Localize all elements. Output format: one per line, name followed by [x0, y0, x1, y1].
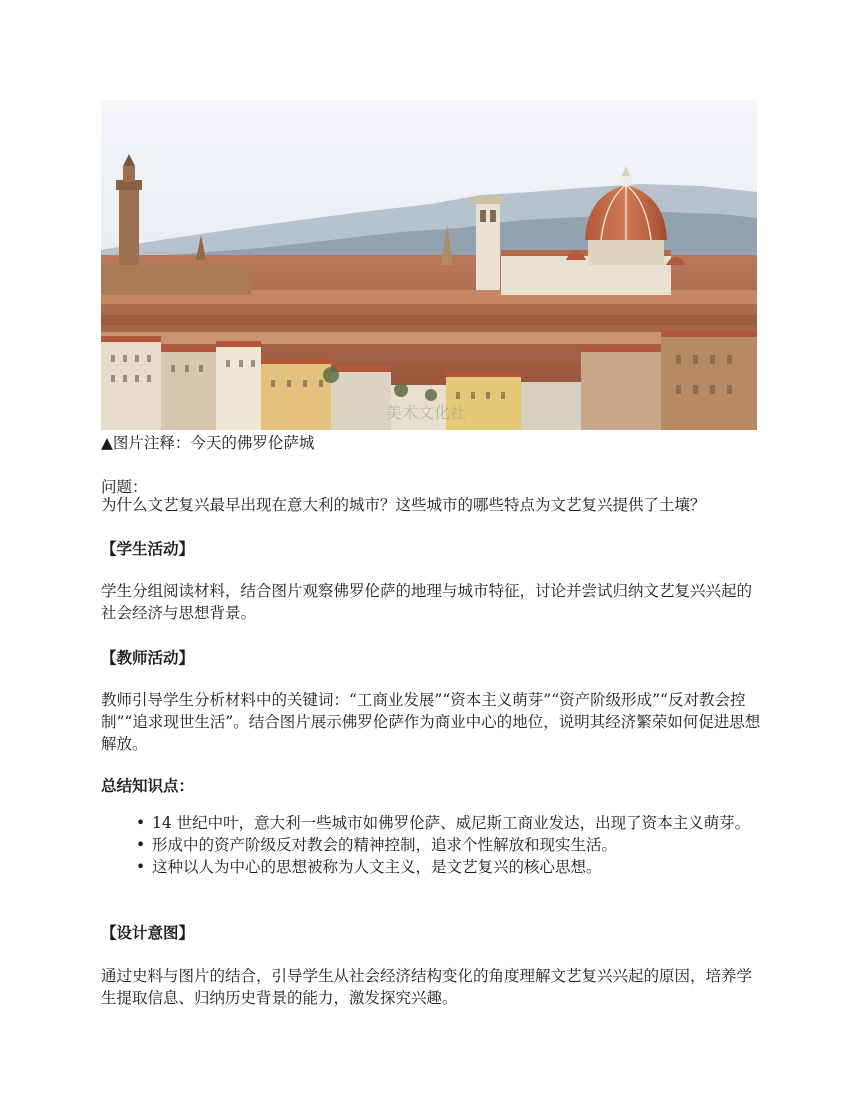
- bullet-marker: •: [136, 836, 146, 854]
- bullet-marker: •: [136, 814, 146, 832]
- list-item: [101, 834, 761, 856]
- bullet-marker: •: [136, 858, 146, 876]
- summary-point-text: 这种以人为中心的思想被称为人文主义，是文艺复兴的核心思想。: [152, 858, 602, 876]
- photo-watermark: 美术文化社: [386, 403, 467, 422]
- summary-points-list: [101, 812, 761, 878]
- summary-heading: 总结知识点：: [101, 777, 195, 795]
- list-item: [101, 856, 761, 878]
- student-activity-text: 学生分组阅读材料，结合图片观察佛罗伦萨的地理与城市特征，讨论并尝试归纳文艺复兴兴起的社会经济与思想背景。: [101, 582, 753, 622]
- list-item: [101, 812, 761, 834]
- figure-caption: ▲图片注释：今天的佛罗伦萨城: [101, 434, 315, 452]
- teacher-activity-text: 教师引导学生分析材料中的关键词：“工商业发展”“资本主义萌芽”“资产阶级形成”“反对教会控制”“追求现世生活”。结合图片展示佛罗伦萨作为商业中心的地位，说明其经济繁荣如何促进思想解放。: [101, 691, 761, 753]
- teacher-activity-heading: 【教师活动】: [101, 649, 195, 667]
- summary-point-text: 形成中的资产阶级反对教会的精神控制，追求个性解放和现实生活。: [152, 836, 618, 854]
- summary-point-text: 14 世纪中叶，意大利一些城市如佛罗伦萨、威尼斯工商业发达，出现了资本主义萌芽。: [152, 814, 751, 832]
- florence-cityscape-photo: [101, 100, 757, 430]
- student-activity-heading: 【学生活动】: [101, 540, 195, 558]
- design-intent-heading: 【设计意图】: [101, 924, 195, 942]
- question-text: 为什么文艺复兴最早出现在意大利的城市？这些城市的哪些特点为文艺复兴提供了土壤？: [101, 496, 706, 514]
- design-intent-text: 通过史料与图片的结合，引导学生从社会经济结构变化的角度理解文艺复兴兴起的原因，培养学生提取信息、归纳历史背景的能力，激发探究兴趣。: [101, 967, 753, 1007]
- question-label: 问题：: [101, 478, 148, 496]
